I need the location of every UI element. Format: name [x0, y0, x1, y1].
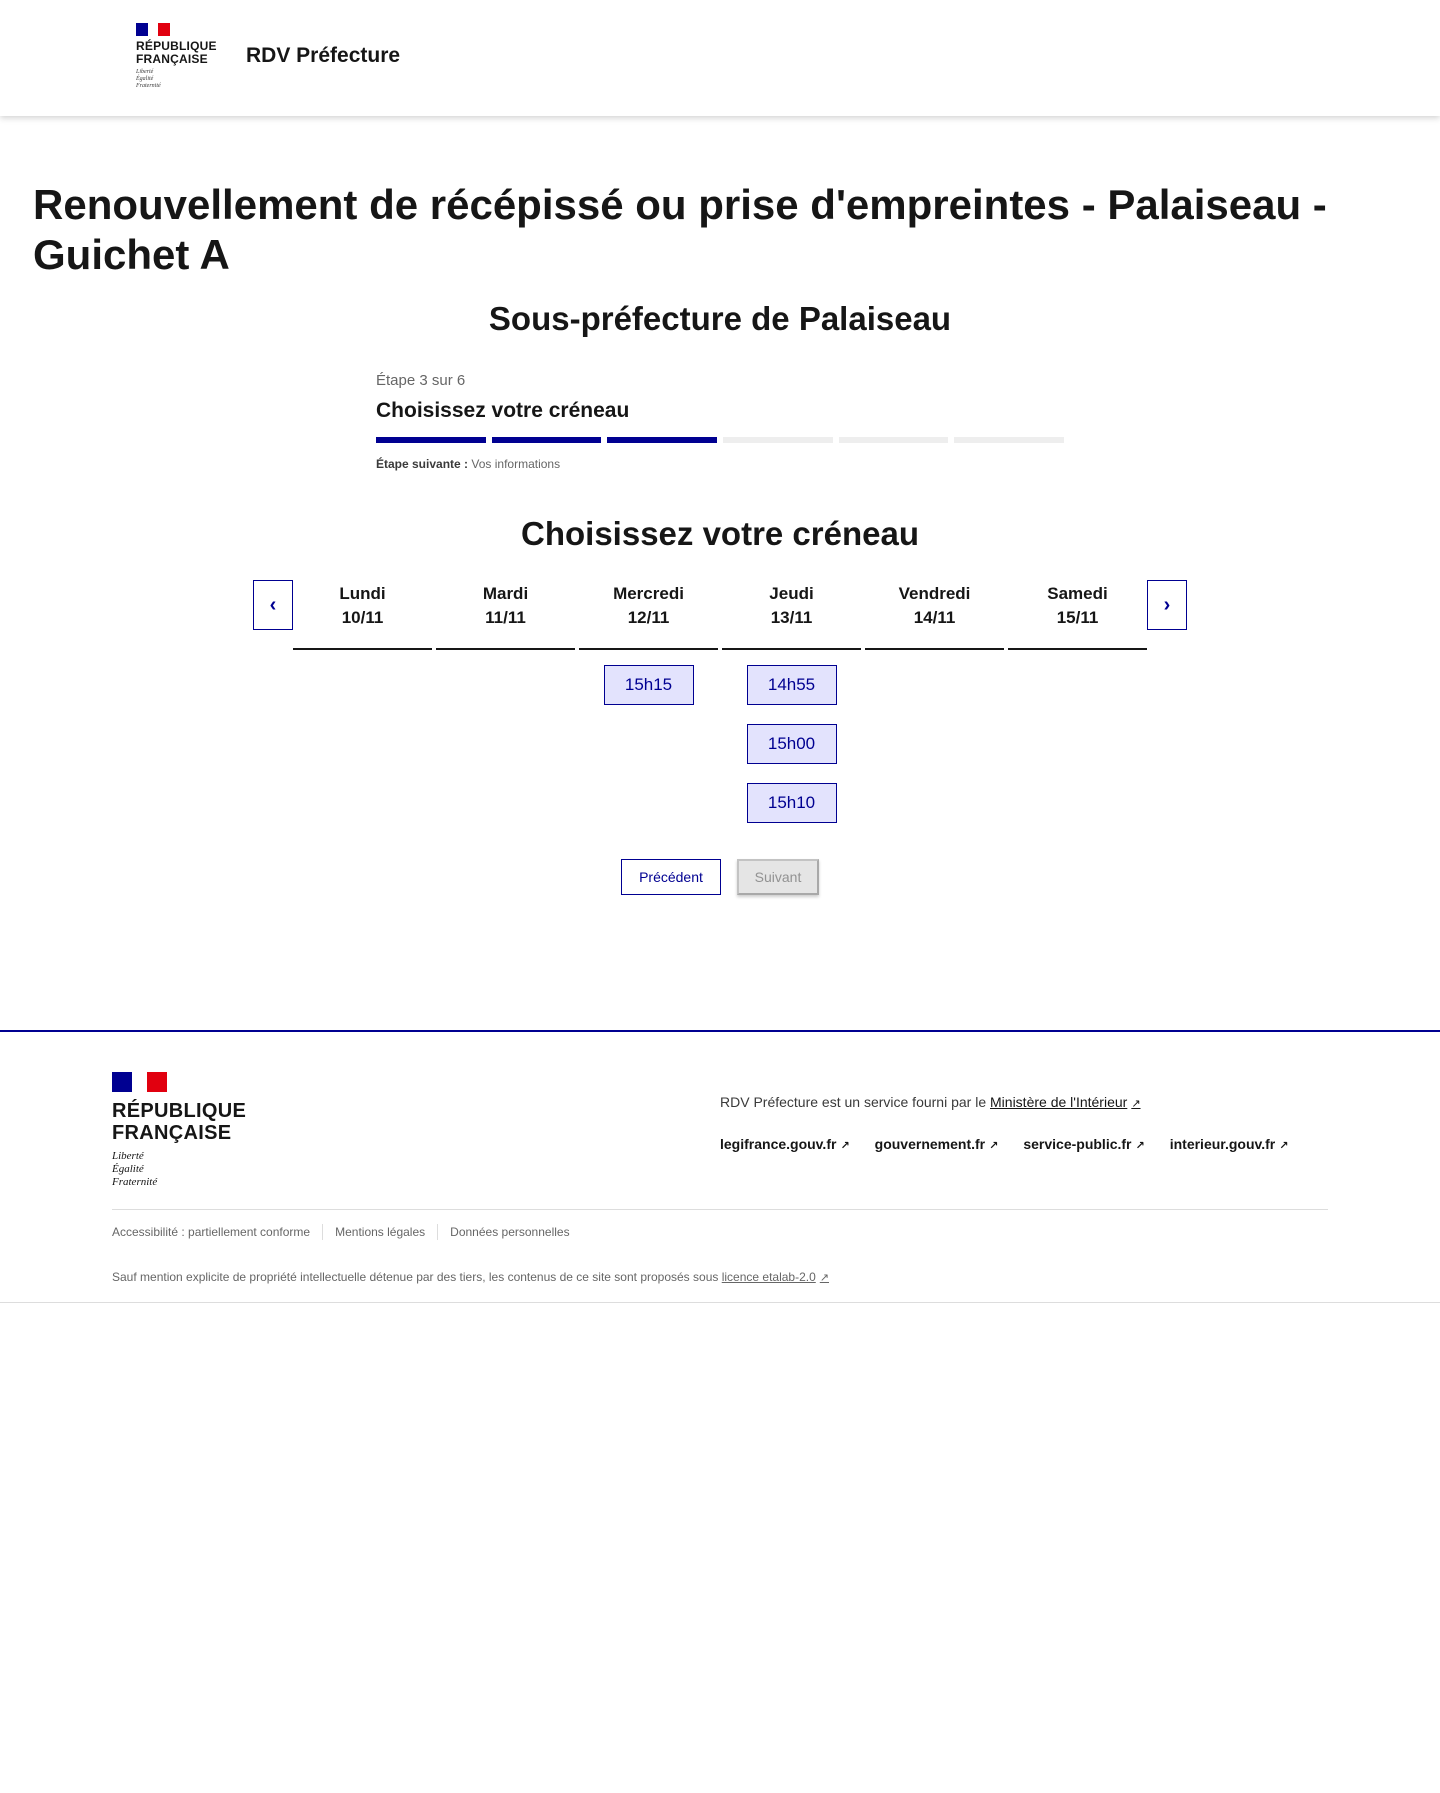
logo-motto [136, 69, 226, 90]
footer-link[interactable] [1170, 1136, 1289, 1152]
time-slot-button[interactable]: 15h15 [604, 665, 694, 705]
footer-republique-francaise-logo[interactable] [112, 1072, 246, 1189]
slot-list [722, 650, 861, 823]
day-date: 15/11 [1056, 608, 1099, 627]
slot-list [436, 650, 575, 665]
footer-bottom-link[interactable]: Mentions légales [335, 1225, 426, 1239]
footer-bottom-link[interactable]: Accessibilité : partiellement conforme [112, 1225, 311, 1239]
footer-link-label: interieur.gouv.fr [1169, 1136, 1276, 1152]
day-header [293, 580, 432, 650]
day-date: 12/11 [627, 608, 670, 627]
slot-list [579, 650, 718, 705]
day-column [436, 580, 575, 823]
external-link-icon: ↗ [989, 1140, 999, 1152]
footer-link[interactable] [1023, 1136, 1144, 1152]
stepper-segment [492, 437, 602, 443]
logo-line: FRANÇAISE [136, 52, 208, 66]
day-name: Mercredi [613, 584, 684, 603]
motto-line: Égalité [136, 76, 154, 82]
time-slot-button[interactable]: 15h10 [747, 783, 837, 823]
footer-description-text: RDV Préfecture est un service fourni par le [720, 1094, 987, 1110]
day-header [722, 580, 861, 650]
external-link-icon: ↗ [819, 1272, 829, 1284]
day-date: 13/11 [770, 608, 813, 627]
marianne-flag-icon [136, 23, 170, 36]
day-name: Vendredi [898, 584, 971, 603]
stepper-next-value: Vos informations [471, 457, 561, 471]
footer-divider [112, 1209, 1328, 1210]
logo-line: FRANÇAISE [112, 1122, 232, 1144]
footer-link-label: gouvernement.fr [874, 1136, 986, 1152]
external-link-icon: ↗ [1135, 1140, 1145, 1152]
slot-list [865, 650, 1004, 665]
day-column [722, 580, 861, 823]
marianne-flag-icon [112, 1072, 167, 1092]
day-columns [293, 580, 1147, 823]
stepper-segment [839, 437, 949, 443]
ministry-link[interactable] [990, 1094, 1141, 1110]
republique-francaise-logo[interactable] [136, 23, 226, 90]
page-title: Renouvellement de récépissé ou prise d'empreintes - Palaiseau - Guichet A [33, 181, 1327, 278]
logo-line: RÉPUBLIQUE [136, 39, 217, 53]
motto-line: Fraternité [112, 1176, 158, 1188]
footer-link[interactable] [720, 1136, 850, 1152]
logo-text [136, 40, 226, 66]
day-column [293, 580, 432, 823]
license-notice [112, 1270, 829, 1284]
chevron-right-icon: › [1163, 593, 1171, 616]
footer-bottom-link[interactable]: Données personnelles [450, 1225, 570, 1239]
day-column [579, 580, 718, 823]
day-name: Mardi [482, 584, 529, 603]
stepper-segment [954, 437, 1064, 443]
license-text: Sauf mention explicite de propriété intellectuelle détenue par des tiers, les contenus de ce site sont proposés sous [112, 1270, 719, 1284]
logo-line: RÉPUBLIQUE [112, 1100, 247, 1122]
next-button[interactable]: Suivant [737, 859, 819, 895]
footer-bottom-links [112, 1224, 582, 1240]
day-header [579, 580, 718, 650]
stepper-progress [376, 437, 1064, 443]
day-date: 14/11 [913, 608, 956, 627]
day-name: Jeudi [769, 584, 814, 603]
stepper-segment [376, 437, 486, 443]
page-subtitle: Sous-préfecture de Palaiseau [488, 300, 952, 337]
stepper-segment [607, 437, 717, 443]
footer-logo-text [112, 1100, 246, 1144]
slot-heading: Choisissez votre créneau [521, 515, 919, 552]
time-slot-button[interactable]: 15h00 [747, 724, 837, 764]
chevron-left-icon: ‹ [269, 593, 277, 616]
day-date: 10/11 [341, 608, 384, 627]
ministry-link-label: Ministère de l'Intérieur [990, 1094, 1128, 1110]
slot-list [1008, 650, 1147, 665]
day-header [865, 580, 1004, 650]
day-name: Lundi [339, 584, 386, 603]
motto-line: Fraternité [136, 83, 161, 89]
footer-description [720, 1094, 1141, 1110]
motto-line: Égalité [112, 1163, 144, 1175]
external-link-icon: ↗ [1131, 1098, 1141, 1110]
external-link-icon: ↗ [1279, 1140, 1289, 1152]
license-link[interactable] [722, 1270, 829, 1284]
stepper-segment [723, 437, 833, 443]
day-column [865, 580, 1004, 823]
slot-list [293, 650, 432, 665]
footer-link[interactable] [875, 1136, 999, 1152]
day-header [1008, 580, 1147, 650]
day-column [1008, 580, 1147, 823]
stepper-next-label: Étape suivante : [376, 457, 469, 471]
stepper-next [376, 457, 1064, 471]
footer-link-label: legifrance.gouv.fr [720, 1136, 837, 1152]
next-week-button[interactable] [1147, 580, 1187, 630]
external-link-icon: ↗ [840, 1140, 850, 1152]
previous-week-button[interactable] [253, 580, 293, 630]
day-date: 11/11 [485, 608, 526, 627]
footer-logo-motto [112, 1150, 246, 1189]
motto-line: Liberté [112, 1150, 144, 1162]
stepper-title: Choisissez votre créneau [376, 399, 630, 422]
day-name: Samedi [1047, 584, 1108, 603]
stepper-state: Étape 3 sur 6 [376, 372, 466, 389]
stepper [376, 372, 1064, 471]
license-link-label: licence etalab-2.0 [721, 1270, 816, 1284]
site-header [0, 0, 1440, 116]
service-title[interactable]: RDV Préfecture [246, 44, 401, 67]
footer-links [720, 1136, 1288, 1152]
time-slot-button[interactable]: 14h55 [747, 665, 837, 705]
site-footer [0, 1030, 1440, 1303]
motto-line: Liberté [136, 69, 154, 75]
previous-button[interactable]: Précédent [621, 859, 721, 895]
footer-link-label: service-public.fr [1023, 1136, 1132, 1152]
day-header [436, 580, 575, 650]
